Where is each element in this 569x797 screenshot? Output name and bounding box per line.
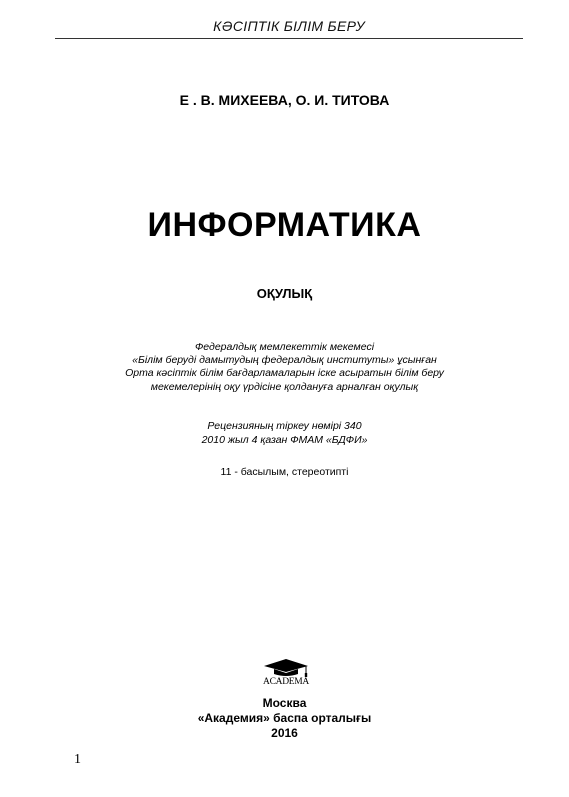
registration-line: Рецензияның тіркеу нөмірі 340	[207, 420, 362, 432]
logo-text: ACADEMA	[263, 677, 309, 687]
recommendation-line: Федералдық мемлекеттік мекемесі	[194, 341, 375, 353]
book-title: ИНФОРМАТИКА	[147, 206, 422, 244]
page-number: 1	[74, 752, 81, 767]
recommendation-line: «Білім беруді дамытудың федералдық институты» ұсынған	[132, 354, 437, 367]
edition-note: 11 - басылым, стереотипті	[220, 466, 349, 478]
publisher-block	[0, 696, 569, 741]
recommendation-block	[0, 341, 569, 394]
header-divider	[55, 38, 523, 39]
publisher-logo	[256, 658, 316, 690]
book-subtitle: ОҚУЛЫҚ	[256, 286, 313, 301]
publisher-name: «Академия» баспа орталығы	[197, 711, 372, 725]
publication-year: 2016	[271, 726, 298, 740]
series-header: КӘСІПТІК БІЛІМ БЕРУ	[213, 18, 365, 34]
recommendation-line: мекемелерінің оқу үрдісіне қолдануға арналған оқулық	[150, 380, 419, 393]
mortarboard-icon	[256, 658, 316, 678]
recommendation-line: Орта кәсіптік білім бағдарламаларын іске асыратын білім беру	[125, 367, 444, 380]
registration-line: 2010 жыл 4 қазан ФМАМ «БДФИ»	[201, 434, 368, 446]
publisher-city: Москва	[262, 696, 307, 710]
authors: Е . В. МИХЕЕВА, О. И. ТИТОВА	[179, 92, 390, 108]
registration-block	[0, 419, 569, 447]
